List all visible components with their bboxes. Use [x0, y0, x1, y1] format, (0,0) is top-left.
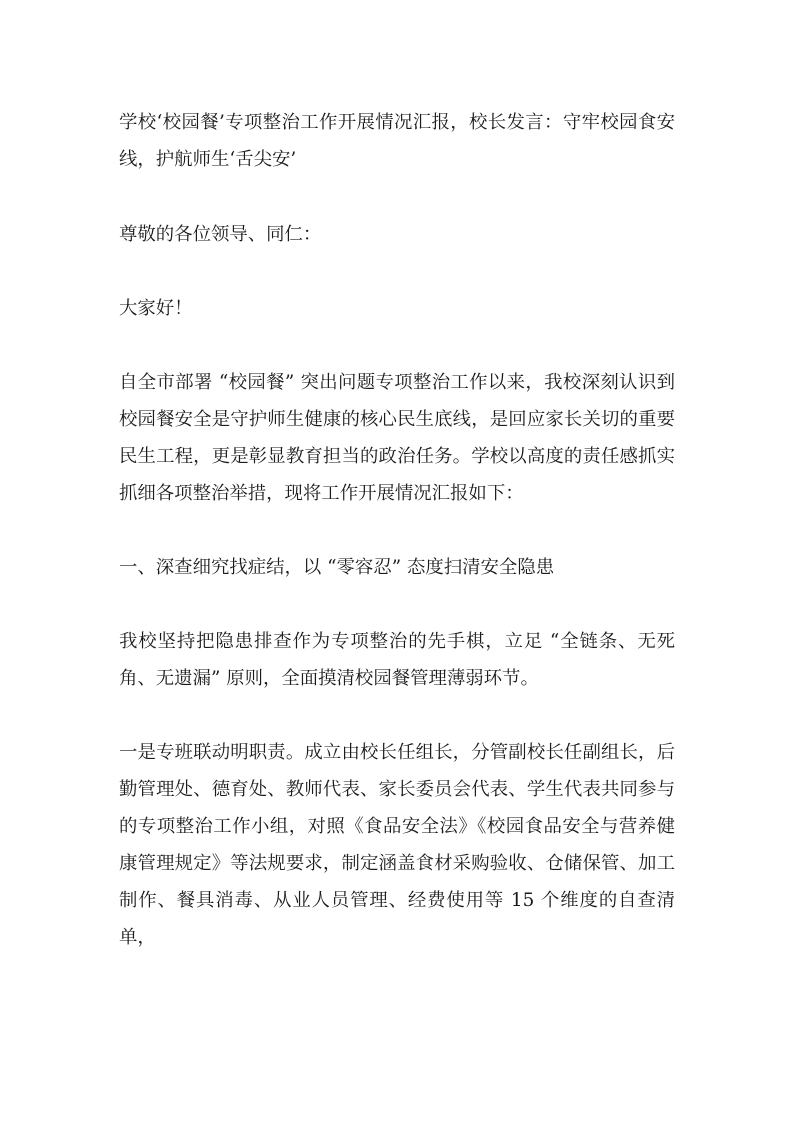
document-page — [119, 104, 675, 993]
section-1-intro-paragraph: 我校坚持把隐患排查作为专项整治的先手棋，立足 “全链条、无死角、无遗漏” 原则，全面摸清校园餐管理薄弱环节。 — [119, 631, 675, 689]
greeting: 大家好！ — [119, 298, 193, 319]
section-heading-1: 一、深查细究找症结，以 “零容忍” 态度扫清安全隐患 — [119, 557, 555, 578]
intro-paragraph: 自全市部署 “校园餐” 突出问题专项整治工作以来，我校深刻认识到校园餐安全是守护师生健康的核心民生底线，是回应家长关切的重要民生工程，更是彰显教育担当的政治任务。学校以高度的责任感抓实抓细各项整治举措，现将工作开展情况汇报如下： — [119, 372, 675, 504]
salutation: 尊敬的各位领导、同仁： — [119, 224, 322, 245]
document-title: 学校‘校园餐’专项整治工作开展情况汇报，校长发言：守牢校园食安线，护航师生‘舌尖安’ — [119, 112, 675, 170]
section-1-point-1-paragraph: 一是专班联动明职责。成立由校长任组长，分管副校长任副组长，后勤管理处、德育处、教师代表、家长委员会代表、学生代表共同参与的专项整治工作小组，对照《食品安全法》《校园食品安全与营养健康管理规定》等法规要求，制定涵盖食材采购验收、仓储保管、加工制作、餐具消毒、从业人员管理、经费使用等 15 个维度的自查清单， — [119, 742, 675, 948]
